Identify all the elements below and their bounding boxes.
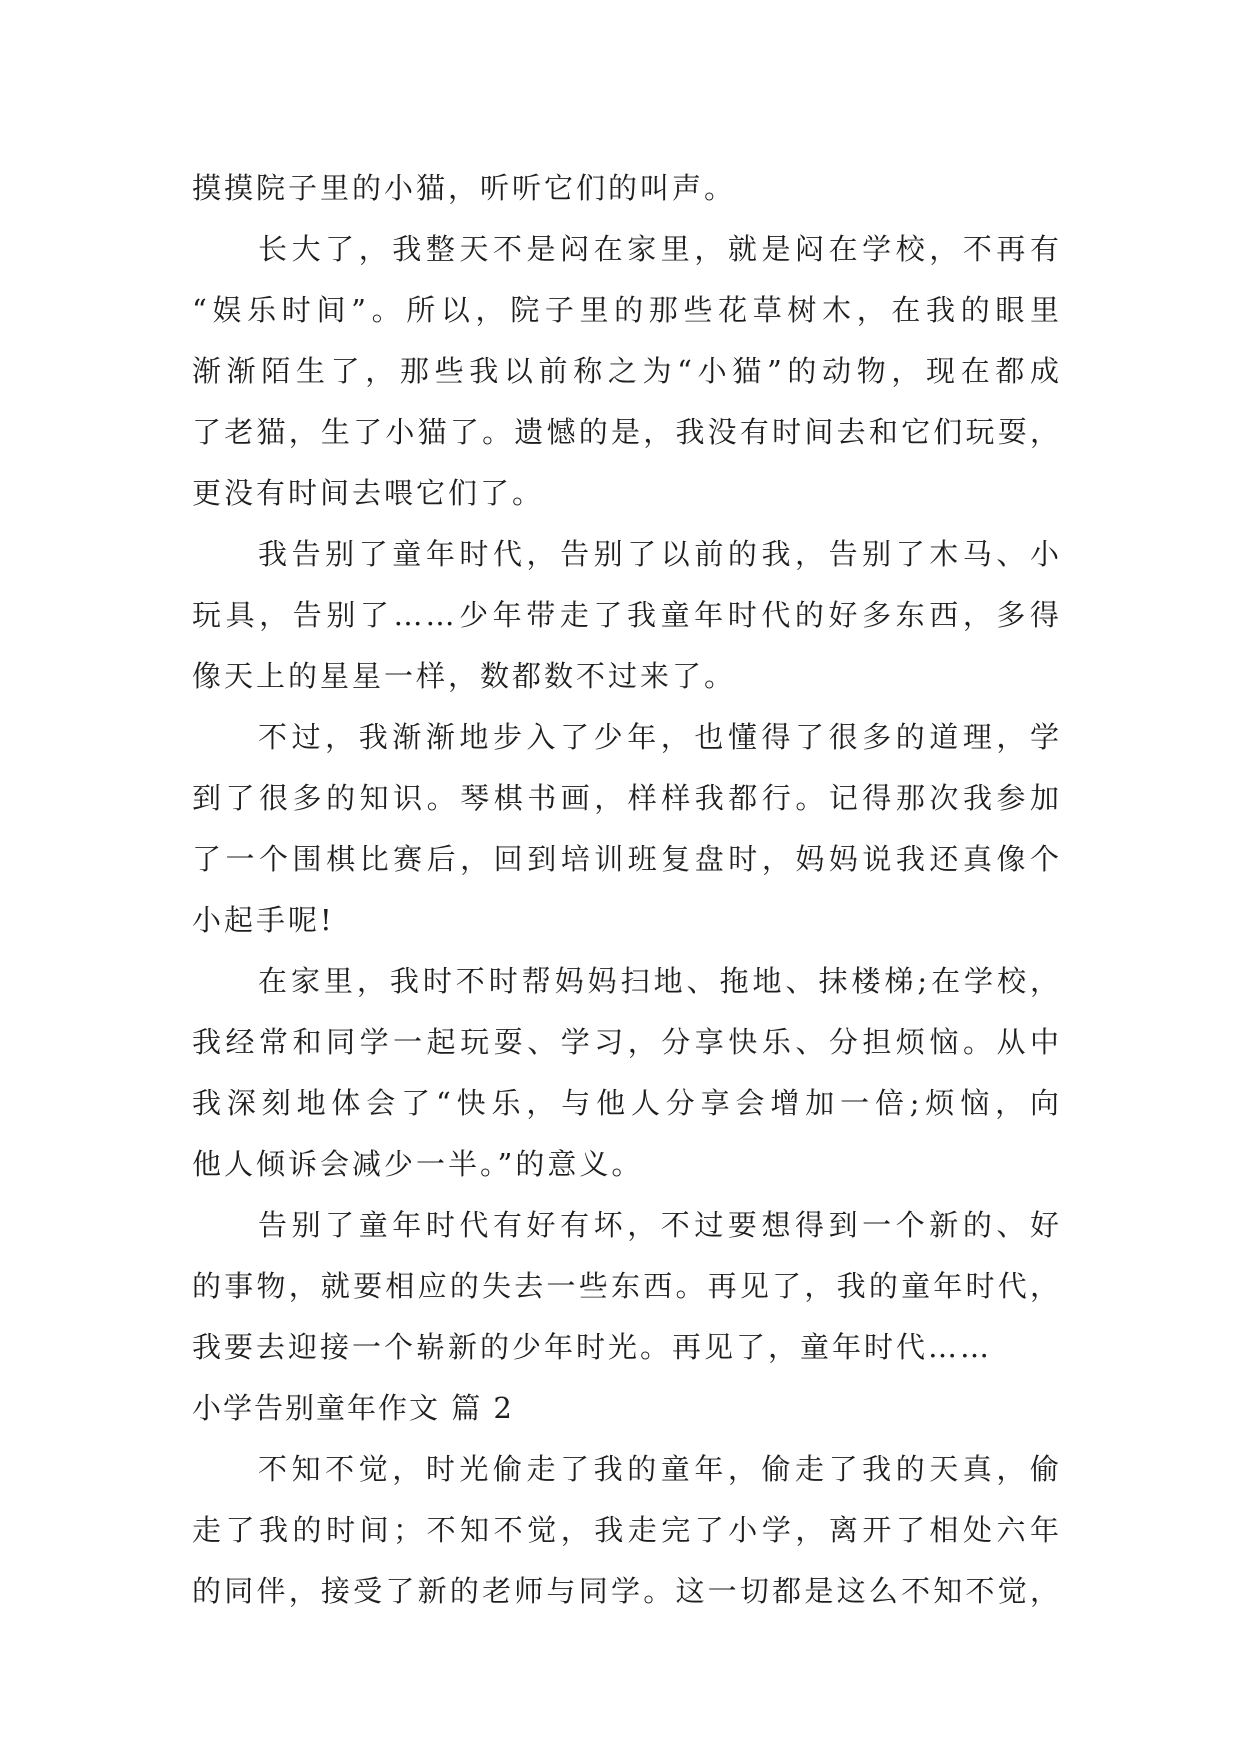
text-line: “娱乐时间”。所以，院子里的那些花草树木，在我的眼里 <box>192 293 1062 327</box>
paragraph-first-line: 长大了，我整天不是闷在家里，就是闷在学校，不再有 <box>258 232 1062 266</box>
section-heading: 小学告别童年作文 篇 2 <box>192 1391 514 1425</box>
paragraph-first-line: 在家里，我时不时帮妈妈扫地、拖地、抹楼梯;在学校， <box>258 964 1062 998</box>
text-line: 我要去迎接一个崭新的少年时光。再见了，童年时代…… <box>192 1330 993 1364</box>
text-line: 渐渐陌生了，那些我以前称之为“小猫”的动物，现在都成 <box>192 354 1062 388</box>
text-line: 像天上的星星一样，数都数不过来了。 <box>192 659 737 693</box>
text-line: 更没有时间去喂它们了。 <box>192 476 545 510</box>
text-line: 我经常和同学一起玩耍、学习，分享快乐、分担烦恼。从中 <box>192 1025 1062 1059</box>
text-line: 我深刻地体会了“快乐，与他人分享会增加一倍;烦恼，向 <box>192 1086 1062 1120</box>
text-line: 的事物，就要相应的失去一些东西。再见了，我的童年时代， <box>192 1269 1062 1303</box>
text-line: 到了很多的知识。琴棋书画，样样我都行。记得那次我参加 <box>192 781 1062 815</box>
paragraph-first-line: 我告别了童年时代，告别了以前的我，告别了木马、小 <box>258 537 1062 571</box>
text-line: 了一个围棋比赛后，回到培训班复盘时，妈妈说我还真像个 <box>192 842 1062 876</box>
text-line: 走了我的时间；不知不觉，我走完了小学，离开了相处六年 <box>192 1513 1062 1547</box>
paragraph-first-line: 不过，我渐渐地步入了少年，也懂得了很多的道理，学 <box>258 720 1062 754</box>
text-line: 玩具，告别了……少年带走了我童年时代的好多东西，多得 <box>192 598 1062 632</box>
document-body <box>192 158 1062 1622</box>
text-line: 他人倾诉会减少一半。”的意义。 <box>192 1147 644 1181</box>
text-line: 的同伴，接受了新的老师与同学。这一切都是这么不知不觉， <box>192 1574 1062 1608</box>
paragraph-first-line: 告别了童年时代有好有坏，不过要想得到一个新的、好 <box>258 1208 1062 1242</box>
text-line: 小起手呢! <box>192 903 335 937</box>
text-line: 摸摸院子里的小猫，听听它们的叫声。 <box>192 171 737 205</box>
text-line: 了老猫，生了小猫了。遗憾的是，我没有时间去和它们玩耍， <box>192 415 1062 449</box>
paragraph-first-line: 不知不觉，时光偷走了我的童年，偷走了我的天真，偷 <box>258 1452 1062 1486</box>
